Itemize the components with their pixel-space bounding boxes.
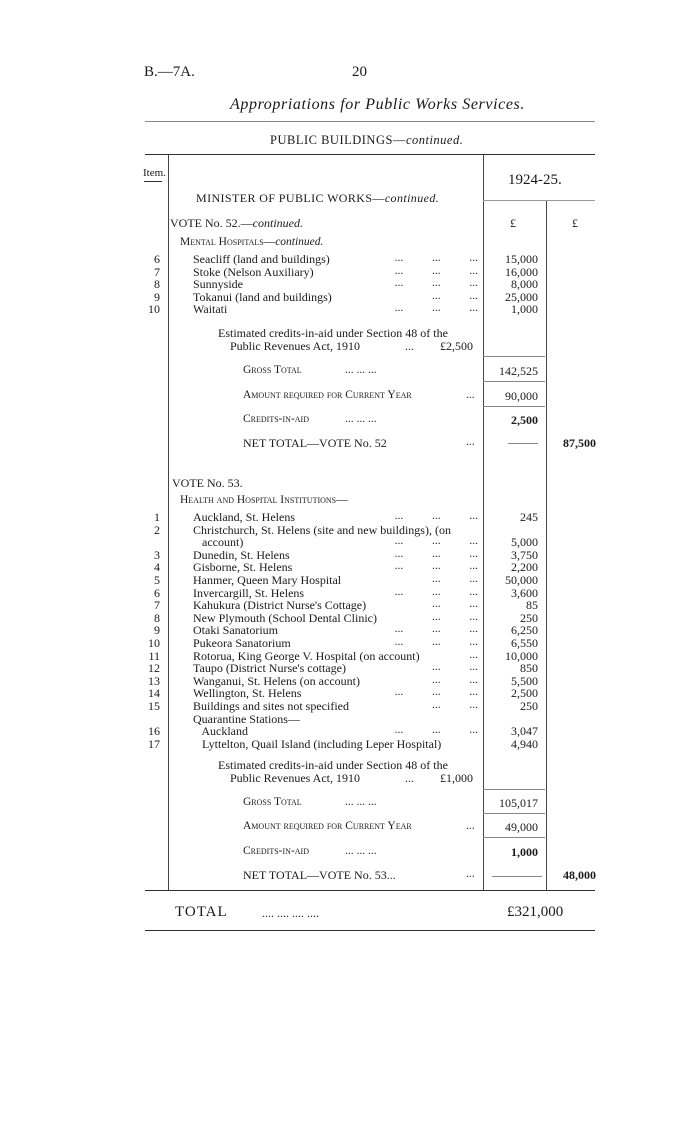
amount-column-rule [483, 155, 484, 890]
row-leader-dots: ... ... ... [394, 623, 478, 636]
row-leader-dots: ... ... ... [394, 252, 478, 264]
row-amount: 25,000 [505, 289, 538, 304]
row-item-number: 7 [154, 598, 160, 613]
vote-53-credits-dots: ... [405, 771, 414, 785]
vote-53-cia-dots: ... ... ... [345, 845, 377, 857]
vote-53-cia-label: Credits-in-aid [243, 845, 309, 857]
row-label: Pukeora Sanatorium [193, 636, 291, 650]
row-label: account) [193, 535, 244, 550]
vote-53-cia-value: 1,000 [511, 845, 538, 859]
vote-52-title-cont: continued. [252, 216, 303, 230]
row-amount: 250 [520, 610, 538, 625]
pound-sign-2: £ [572, 216, 578, 230]
row-amount: 3,047 [511, 724, 538, 739]
item-header-underline [144, 181, 162, 182]
vote-52-subhead-text: Mental Hospitals— [180, 236, 276, 248]
vote-52-cia-value: 2,500 [511, 413, 538, 427]
row-leader-dots: ... ... ... [394, 510, 478, 522]
grand-total-rule [145, 930, 595, 931]
row-leader-dots: ... ... ... [394, 277, 478, 290]
vote-52-subhead [180, 236, 323, 248]
row-item-number: 4 [154, 560, 160, 575]
page-number: 20 [352, 64, 367, 80]
row-label: Otaki Sanatorium [193, 623, 278, 638]
item-column-rule [168, 155, 169, 890]
vote-53-credits-line1: Estimated credits-in-aid under Section 48 of the [218, 758, 448, 772]
vote-52-cia-label: Credits-in-aid [243, 413, 309, 425]
vote-53-amount-label: Amount required for Current Year [243, 820, 412, 832]
vote-52-credits-dots: ... [405, 339, 414, 353]
table-bottom-rule [145, 890, 595, 891]
section-heading [270, 133, 463, 148]
vote-52-net-value: 87,500 [563, 436, 596, 450]
row-item-number: 9 [154, 623, 160, 638]
vote-53-sum-rule [483, 789, 545, 790]
row-amount: 245 [520, 510, 538, 524]
vote-53-net-value: 48,000 [563, 868, 596, 882]
ministry-heading-text: MINISTER OF PUBLIC WORKS— [196, 191, 385, 205]
vote-53-amount-dots: ... [466, 820, 475, 832]
vote-53-gross-value: 105,017 [499, 796, 538, 810]
row-amount: 10,000 [505, 648, 538, 663]
row-label: Christchurch, St. Helens (site and new buildings), (on [193, 522, 451, 537]
grand-total-value: £321,000 [507, 904, 564, 920]
ministry-heading [196, 191, 439, 206]
year-column-header: 1924-25. [508, 172, 562, 188]
grand-total-label: TOTAL [175, 904, 228, 920]
row-amount: 3,600 [511, 585, 538, 600]
row-leader-dots: ... ... ... [394, 302, 478, 315]
row-label: Wanganui, St. Helens (on account) [193, 673, 360, 688]
vote-53-net-dash [492, 876, 542, 877]
title-rule [145, 121, 595, 122]
row-item-number: 5 [154, 573, 160, 587]
row-item-number: 15 [148, 699, 160, 713]
row-leader-dots: ... [469, 648, 478, 661]
total-column-rule [546, 200, 547, 890]
page-title: Appropriations for Public Works Services. [230, 96, 525, 113]
grand-total-dots: .... .... .... .... [262, 906, 319, 920]
row-amount: 850 [520, 661, 538, 676]
row-item-number: 6 [154, 252, 160, 266]
row-leader-dots: ... ... ... [394, 560, 478, 573]
vote-52-amount-rule [483, 406, 545, 407]
vote-53-subhead: Health and Hospital Institutions— [180, 494, 348, 506]
row-amount: 6,250 [511, 623, 538, 638]
row-label: Waitati [193, 302, 228, 317]
row-item-number: 6 [154, 585, 160, 600]
table-top-rule [145, 154, 595, 155]
row-amount: 5,500 [511, 673, 538, 688]
vote-52-amount-label: Amount required for Current Year [243, 389, 412, 401]
row-leader-dots: ... ... ... [394, 585, 478, 598]
row-item-number: 7 [154, 264, 160, 279]
row-item-number: 10 [148, 636, 160, 650]
row-label: Stoke (Nelson Auxiliary) [193, 264, 314, 279]
row-amount: 250 [520, 699, 538, 713]
row-item-number: 10 [148, 302, 160, 317]
ministry-heading-cont: continued. [384, 191, 440, 205]
vote-52-amount-value: 90,000 [505, 389, 538, 403]
vote-52-net-label: NET TOTAL—VOTE No. 52 [243, 436, 387, 450]
row-item-number: 16 [148, 724, 160, 739]
vote-52-credits-line1: Estimated credits-in-aid under Section 48 of the [218, 326, 448, 340]
row-amount: 16,000 [505, 264, 538, 279]
vote-52-gross-value: 142,525 [499, 364, 538, 378]
year-rule [483, 200, 595, 201]
vote-52-credits-line2: Public Revenues Act, 1910 [230, 339, 360, 353]
row-leader-dots: ... ... ... [394, 535, 478, 548]
vote-52-amount-dots: ... [466, 389, 475, 401]
row-amount: 2,200 [511, 560, 538, 575]
row-label: Tokanui (land and buildings) [193, 289, 332, 304]
vote-53-amount-rule [483, 837, 545, 838]
row-leader-dots: ... ... [432, 661, 478, 674]
vote-53-gross-label: Gross Total [243, 796, 302, 808]
row-item-number: 3 [154, 547, 160, 562]
row-amount: 5,000 [511, 535, 538, 550]
vote-53-credits-line2: Public Revenues Act, 1910 [230, 771, 360, 785]
row-item-number: 2 [154, 522, 160, 537]
vote-53-net-label: NET TOTAL—VOTE No. 53... [243, 868, 396, 882]
vote-53-gross-rule [483, 813, 545, 814]
row-item-number: 9 [154, 289, 160, 304]
row-leader-dots: ... ... [432, 289, 478, 302]
row-label: Rotorua, King George V. Hospital (on account) [193, 648, 420, 663]
vote-52-gross-label: Gross Total [243, 364, 302, 376]
row-amount: 6,550 [511, 636, 538, 650]
row-leader-dots: ... ... [432, 598, 478, 611]
row-amount: 2,500 [511, 686, 538, 701]
row-leader-dots: ... ... ... [394, 686, 478, 699]
row-label: Hanmer, Queen Mary Hospital [193, 573, 342, 587]
row-item-number: 13 [148, 673, 160, 688]
row-item-number: 8 [154, 277, 160, 292]
section-heading-cont: continued. [405, 133, 464, 147]
row-item-number: 12 [148, 661, 160, 676]
row-label: Seacliff (land and buildings) [193, 252, 330, 266]
row-leader-dots: ... ... [432, 673, 478, 686]
row-amount: 15,000 [505, 252, 538, 266]
row-amount: 4,940 [511, 736, 538, 751]
vote-52-title-text: VOTE No. 52.— [170, 216, 253, 230]
vote-52-net-dash [508, 443, 538, 444]
vote-53-credits-amount: £1,000 [440, 771, 473, 785]
row-label: Auckland, St. Helens [193, 510, 295, 524]
row-label: Kahukura (District Nurse's Cottage) [193, 598, 367, 613]
vote-52-gross-dots: ... ... ... [345, 364, 377, 376]
item-column-header: Item. [143, 167, 166, 179]
pound-sign-1: £ [510, 216, 516, 230]
vote-52-sum-rule [483, 356, 545, 357]
row-label: Quarantine Stations— [193, 711, 300, 726]
row-amount: 3,750 [511, 547, 538, 562]
vote-53-net-dots: ... [466, 868, 475, 880]
vote-52-cia-dots: ... ... ... [345, 413, 377, 425]
row-amount: 1,000 [511, 302, 538, 317]
document-reference: B.—7A. [144, 64, 195, 80]
vote-52-net-dots: ... [466, 436, 475, 448]
row-label: Invercargill, St. Helens [193, 585, 305, 600]
row-label: Buildings and sites not specified [193, 699, 349, 713]
row-item-number: 8 [154, 610, 160, 625]
vote-52-gross-rule [483, 381, 545, 382]
row-label: New Plymouth (School Dental Clinic) [193, 610, 377, 625]
row-leader-dots: ... ... [432, 573, 478, 585]
row-leader-dots: ... ... [432, 699, 478, 711]
row-label: Lyttelton, Quail Island (including Leper Hospital) [193, 736, 442, 751]
row-label: Auckland [193, 724, 248, 739]
row-item-number: 1 [154, 510, 160, 524]
vote-53-gross-dots: ... ... ... [345, 796, 377, 808]
row-leader-dots: ... ... [432, 610, 478, 623]
row-label: Sunnyside [193, 277, 244, 292]
section-heading-text: PUBLIC BUILDINGS— [270, 133, 406, 147]
vote-53-title: VOTE No. 53. [172, 476, 243, 490]
row-amount: 50,000 [505, 573, 538, 587]
vote-52-subhead-cont: continued. [275, 236, 324, 248]
row-label: Wellington, St. Helens [193, 686, 302, 701]
row-amount: 85 [526, 598, 538, 613]
row-leader-dots: ... ... ... [394, 636, 478, 648]
row-label: Gisborne, St. Helens [193, 560, 293, 575]
row-label: Dunedin, St. Helens [193, 547, 290, 562]
row-leader-dots: ... ... ... [394, 547, 478, 560]
row-item-number: 14 [148, 686, 160, 701]
row-leader-dots: ... ... ... [394, 724, 478, 737]
row-item-number: 17 [148, 736, 160, 751]
row-leader-dots: ... ... ... [394, 264, 478, 277]
vote-53-amount-value: 49,000 [505, 820, 538, 834]
row-amount: 8,000 [511, 277, 538, 292]
row-label: Taupo (District Nurse's cottage) [193, 661, 346, 676]
row-item-number: 11 [148, 648, 160, 663]
vote-52-credits-amount: £2,500 [440, 339, 473, 353]
vote-52-title [170, 216, 303, 231]
